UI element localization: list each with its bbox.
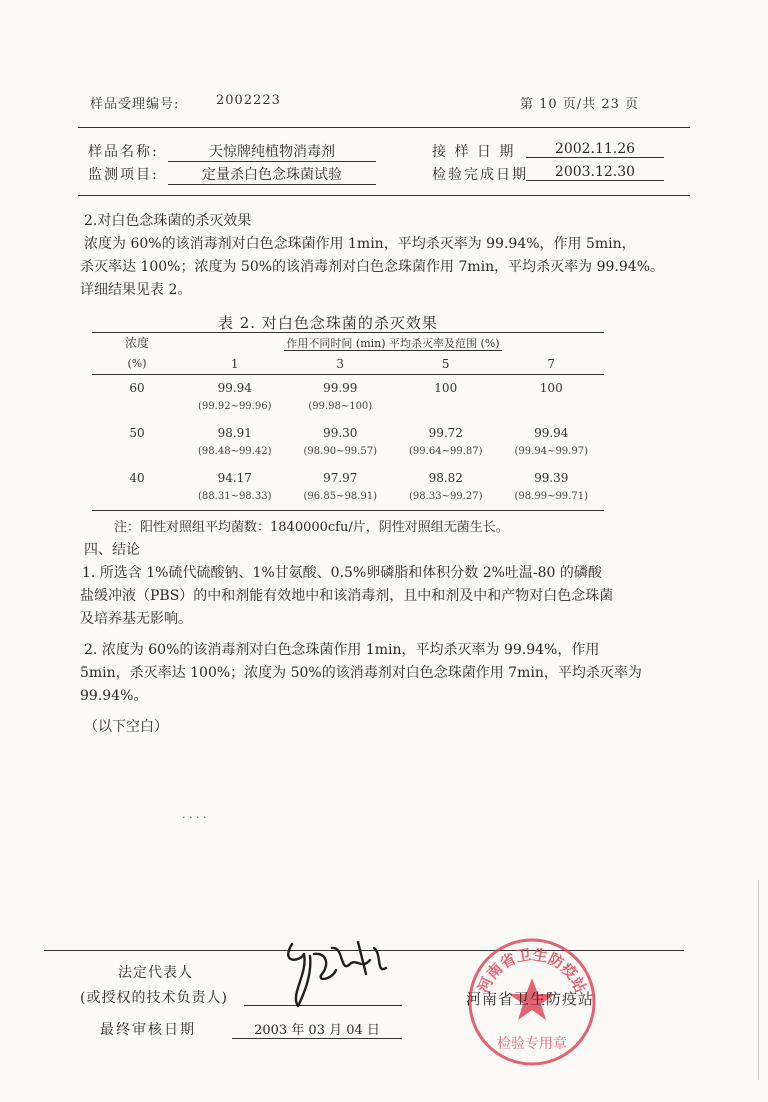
table-row: 40 94.17 97.97 98.82 99.39: [129, 471, 569, 485]
conclusion-p2-line1: 2. 浓度为 60%的该消毒剂对白色念珠菌作用 1min，平均杀灭率为 99.94%，作用: [84, 642, 600, 658]
done-date-label: 检验完成日期: [432, 167, 528, 183]
sample-no: 2002223: [216, 93, 281, 108]
conclusion-heading: 四、结论: [84, 542, 140, 558]
test-item: 定量杀白色念珠菌试验: [168, 164, 376, 185]
table-range-row: (98.48~99.42) (98.90~99.57) (99.64~99.87) (99.94~99.97): [198, 446, 588, 457]
time-3: 3: [336, 356, 345, 371]
time-5: 5: [441, 356, 450, 371]
rep-label: 法定代表人: [118, 965, 193, 981]
section2-line3: 详细结果见表 2。: [80, 282, 192, 298]
table-row: 50 98.91 99.30 99.72 99.94: [129, 426, 569, 440]
conclusion-p1-line2: 盐缓冲液（PBS）的中和剂能有效地中和该消毒剂，且中和剂及中和产物对白色念珠菌: [80, 588, 614, 604]
results-table: [92, 332, 604, 511]
page-edge: [758, 880, 759, 1080]
review-date: 2003 年 03 月 04 日: [232, 1019, 402, 1039]
conclusion-p1-line1: 1. 所选含 1%硫代硫酸钠、1%甘氨酸、0.5%卵磷脂和体积分数 2%吐温-80 的磷酸: [82, 565, 602, 581]
table-note: 注：阳性对照组平均菌数：1840000cfu/片，阴性对照组无菌生长。: [114, 520, 509, 535]
section2-text: [80, 210, 696, 302]
conc-unit: (%): [127, 357, 147, 370]
svg-text:检验专用章: 检验专用章: [497, 1036, 567, 1052]
table-subheader-row: [92, 353, 604, 375]
conclusion-p2-line3: 99.94%。: [80, 688, 148, 704]
header-rule: [78, 127, 690, 128]
time-7: 7: [547, 356, 556, 371]
sample-name-label: 样品名称:: [88, 144, 159, 160]
section2-line2: 杀灭率达 100%；浓度为 50%的该消毒剂对白色念珠菌作用 7min，平均杀灭率为 99.94%。: [80, 259, 664, 275]
rep-sub-label: (或授权的技术负责人): [80, 990, 228, 1006]
table-header-row: [92, 332, 604, 353]
conclusion-p2-line2: 5min，杀灭率达 100%；浓度为 50%的该消毒剂对白色念珠菌作用 7min，平均杀灭率为: [80, 665, 642, 681]
sample-name: 天惊牌纯植物消毒剂: [168, 141, 376, 162]
section2-heading: 2.对白色念珠菌的杀灭效果: [84, 213, 252, 229]
page-info: 第 10 页/共 23 页: [520, 97, 639, 112]
conc-header: 浓度: [124, 336, 149, 350]
info-rule: [78, 195, 690, 196]
conclusion-text: [80, 539, 696, 739]
receive-date-label: 接 样 日 期: [432, 144, 516, 160]
test-item-label: 监测项目:: [88, 167, 159, 183]
org-name: 河南省卫生防疫站: [466, 990, 595, 1008]
sample-no-label: 样品受理编号:: [90, 97, 180, 112]
section2-line1: 浓度为 60%的该消毒剂对白色念珠菌作用 1min，平均杀灭率为 99.94%，作用 5min，: [84, 236, 636, 252]
signature-image: [270, 934, 390, 1014]
group-header: 作用不同时间 (min) 平均杀灭率及范围 (%): [286, 336, 500, 350]
review-date-label: 最终审核日期: [100, 1022, 196, 1038]
table-range-row: (99.92~99.96) (99.98~100): [198, 401, 373, 412]
time-1: 1: [230, 356, 239, 371]
receive-date: 2002.11.26: [526, 141, 664, 158]
table-range-row: (88.31~98.33) (96.85~98.91) (98.33~99.27) (98.99~99.71): [92, 491, 604, 511]
done-date: 2003.12.30: [526, 164, 664, 181]
table-row: 60 99.94 99.99 100 100: [92, 375, 604, 402]
svg-text:河南省卫生防疫站: 河南省卫生防疫站: [474, 945, 590, 996]
table-caption: 表 2. 对白色念珠菌的杀灭效果: [218, 314, 438, 332]
conclusion-p1-line3: 及培养基无影响。: [80, 611, 192, 627]
scan-dots: . . . .: [182, 808, 207, 821]
blank-marker: （以下空白）: [84, 719, 168, 735]
